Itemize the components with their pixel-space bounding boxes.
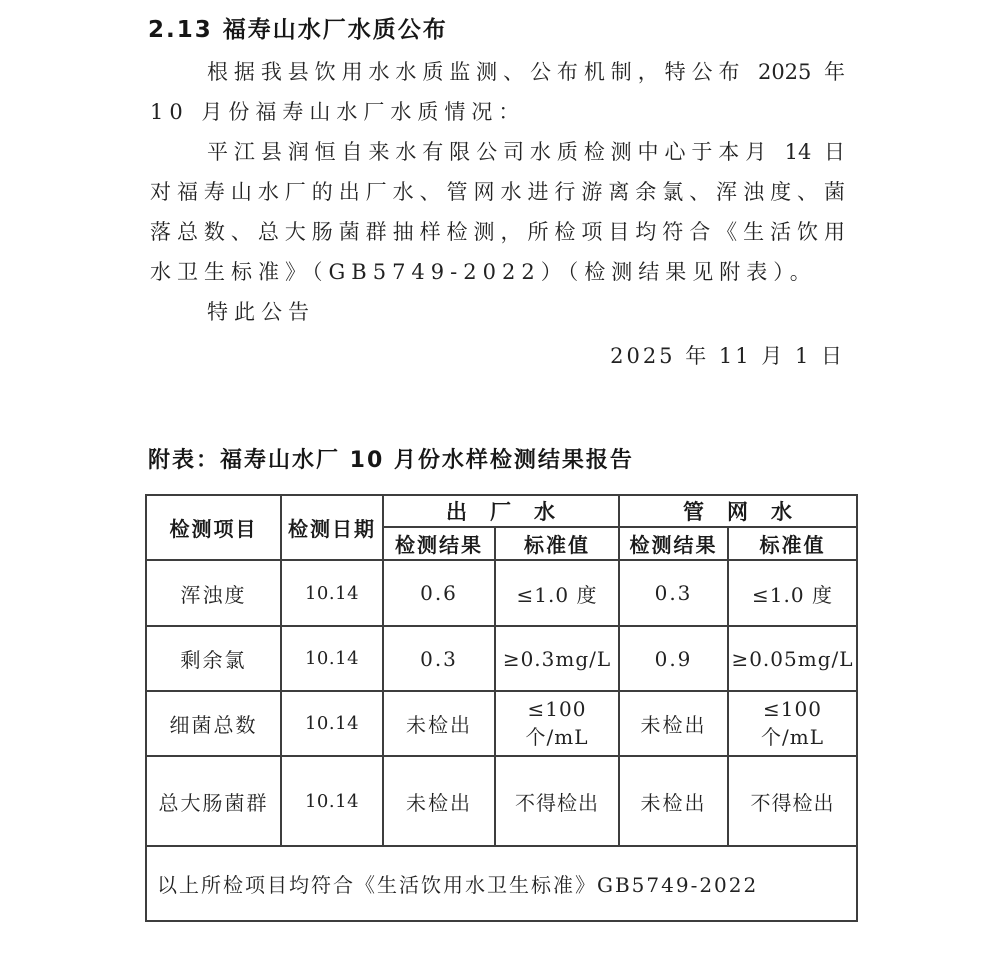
table-row-total-coliform	[146, 756, 857, 846]
cell-pipe-result: 0.3	[619, 560, 728, 626]
cell-pipe-result: 未检出	[619, 756, 728, 846]
cell-pipe-standard: ≤100 个/mL	[728, 691, 857, 756]
cell-factory-result: 0.6	[383, 560, 495, 626]
col-header-factory-water: 出 厂 水	[383, 495, 619, 527]
cell-item: 剩余氯	[146, 626, 281, 691]
sign-off: 特此公告	[207, 300, 315, 324]
cell-pipe-standard: 不得检出	[728, 756, 857, 846]
cell-date: 10.14	[281, 691, 383, 756]
body-line-3: 平江县润恒自来水有限公司水质检测中心于本月 14 日	[207, 140, 845, 164]
body-line-5: 落总数、总大肠菌群抽样检测，所检项目均符合《生活饮用	[150, 220, 845, 244]
table-row-total-bacteria	[146, 691, 857, 756]
cell-pipe-standard: ≥0.05mg/L	[728, 626, 857, 691]
table-row-turbidity	[146, 560, 857, 626]
table-row-residual-chlorine	[146, 626, 857, 691]
col-header-factory-standard: 标准值	[495, 527, 619, 560]
body-line-4: 对福寿山水厂的出厂水、管网水进行游离余氯、浑浊度、菌	[150, 180, 845, 204]
table-header-row-1	[146, 495, 857, 527]
cell-factory-standard: ≤100 个/mL	[495, 691, 619, 756]
cell-pipe-result: 未检出	[619, 691, 728, 756]
cell-date: 10.14	[281, 560, 383, 626]
cell-factory-result: 0.3	[383, 626, 495, 691]
col-header-pipe-result: 检测结果	[619, 527, 728, 560]
body-line-2: 10 月份福寿山水厂水质情况：	[150, 100, 526, 124]
cell-item: 总大肠菌群	[146, 756, 281, 846]
cell-factory-standard: ≤1.0 度	[495, 560, 619, 626]
attachment-heading: 附表：福寿山水厂 10 月份水样检测结果报告	[148, 448, 634, 473]
col-header-item: 检测项目	[146, 495, 281, 560]
cell-item: 浑浊度	[146, 560, 281, 626]
table-footer-row	[146, 846, 857, 921]
body-line-1: 根据我县饮用水水质监测、公布机制，特公布 2025 年	[207, 60, 845, 84]
cell-factory-standard: ≥0.3mg/L	[495, 626, 619, 691]
cell-factory-result: 未检出	[383, 691, 495, 756]
cell-item: 细菌总数	[146, 691, 281, 756]
col-header-pipe-standard: 标准值	[728, 527, 857, 560]
body-line-6: 水卫生标准》（GB5749-2022）（检测结果见附表）。	[150, 260, 817, 284]
compliance-note: 以上所检项目均符合《生活饮用水卫生标准》GB5749-2022	[146, 846, 857, 921]
col-header-date: 检测日期	[281, 495, 383, 560]
col-header-pipeline-water: 管 网 水	[619, 495, 857, 527]
date-line: 2025 年 11 月 1 日	[610, 344, 845, 368]
cell-factory-standard: 不得检出	[495, 756, 619, 846]
water-quality-table	[145, 494, 858, 922]
cell-date: 10.14	[281, 756, 383, 846]
cell-pipe-standard: ≤1.0 度	[728, 560, 857, 626]
cell-pipe-result: 0.9	[619, 626, 728, 691]
section-heading: 2.13 福寿山水厂水质公布	[148, 17, 448, 43]
cell-factory-result: 未检出	[383, 756, 495, 846]
col-header-factory-result: 检测结果	[383, 527, 495, 560]
cell-date: 10.14	[281, 626, 383, 691]
announcement-body	[150, 52, 845, 376]
